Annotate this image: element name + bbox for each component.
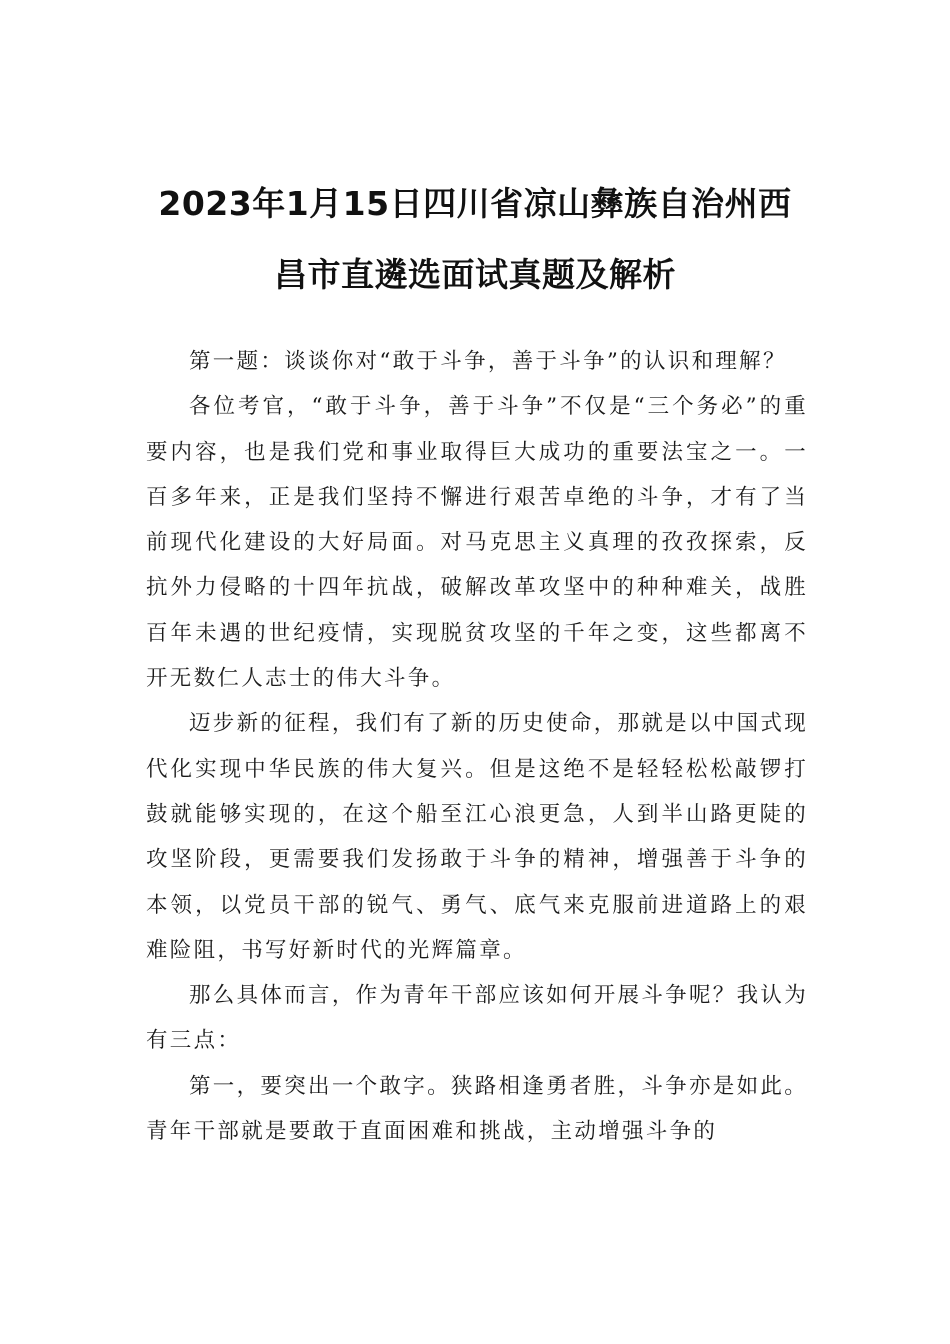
title-line-2: 昌市直遴选面试真题及解析 — [274, 255, 676, 294]
document-body — [146, 339, 808, 1154]
question-paragraph: 第一题：谈谈你对“敢于斗争，善于斗争”的认识和理解？ — [189, 349, 787, 374]
answer-paragraph-4: 第一，要突出一个敢字。狭路相逢勇者胜，斗争亦是如此。青年干部就是要敢于直面困难和挑战，主动增强斗争的 — [146, 1073, 808, 1145]
answer-paragraph-2: 迈步新的征程，我们有了新的历史使命，那就是以中国式现代化实现中华民族的伟大复兴。但是这绝不是轻轻松松敲锣打鼓就能够实现的，在这个船至江心浪更急，人到半山路更陡的攻坚阶段，更需要我们发扬敢于斗争的精神，增强善于斗争的本领，以党员干部的锐气、勇气、底气来克服前进道路上的艰难险阻，书写好新时代的光辉篇章。 — [146, 711, 808, 963]
title-line-1: 2023年1月15日四川省凉山彝族自治州西 — [158, 184, 792, 223]
document-title — [140, 168, 810, 310]
answer-paragraph-3: 那么具体而言，作为青年干部应该如何开展斗争呢？我认为有三点： — [146, 983, 808, 1054]
answer-paragraph-1: 各位考官，“敢于斗争，善于斗争”不仅是“三个务必”的重要内容，也是我们党和事业取得巨大成功的重要法宝之一。一百多年来，正是我们坚持不懈进行艰苦卓绝的斗争，才有了当前现代化建设的大好局面。对马克思主义真理的孜孜探索，反抗外力侵略的十四年抗战，破解改革攻坚中的种种难关，战胜百年未遇的世纪疫情，实现脱贫攻坚的千年之变，这些都离不开无数仁人志士的伟大斗争。 — [146, 394, 808, 692]
